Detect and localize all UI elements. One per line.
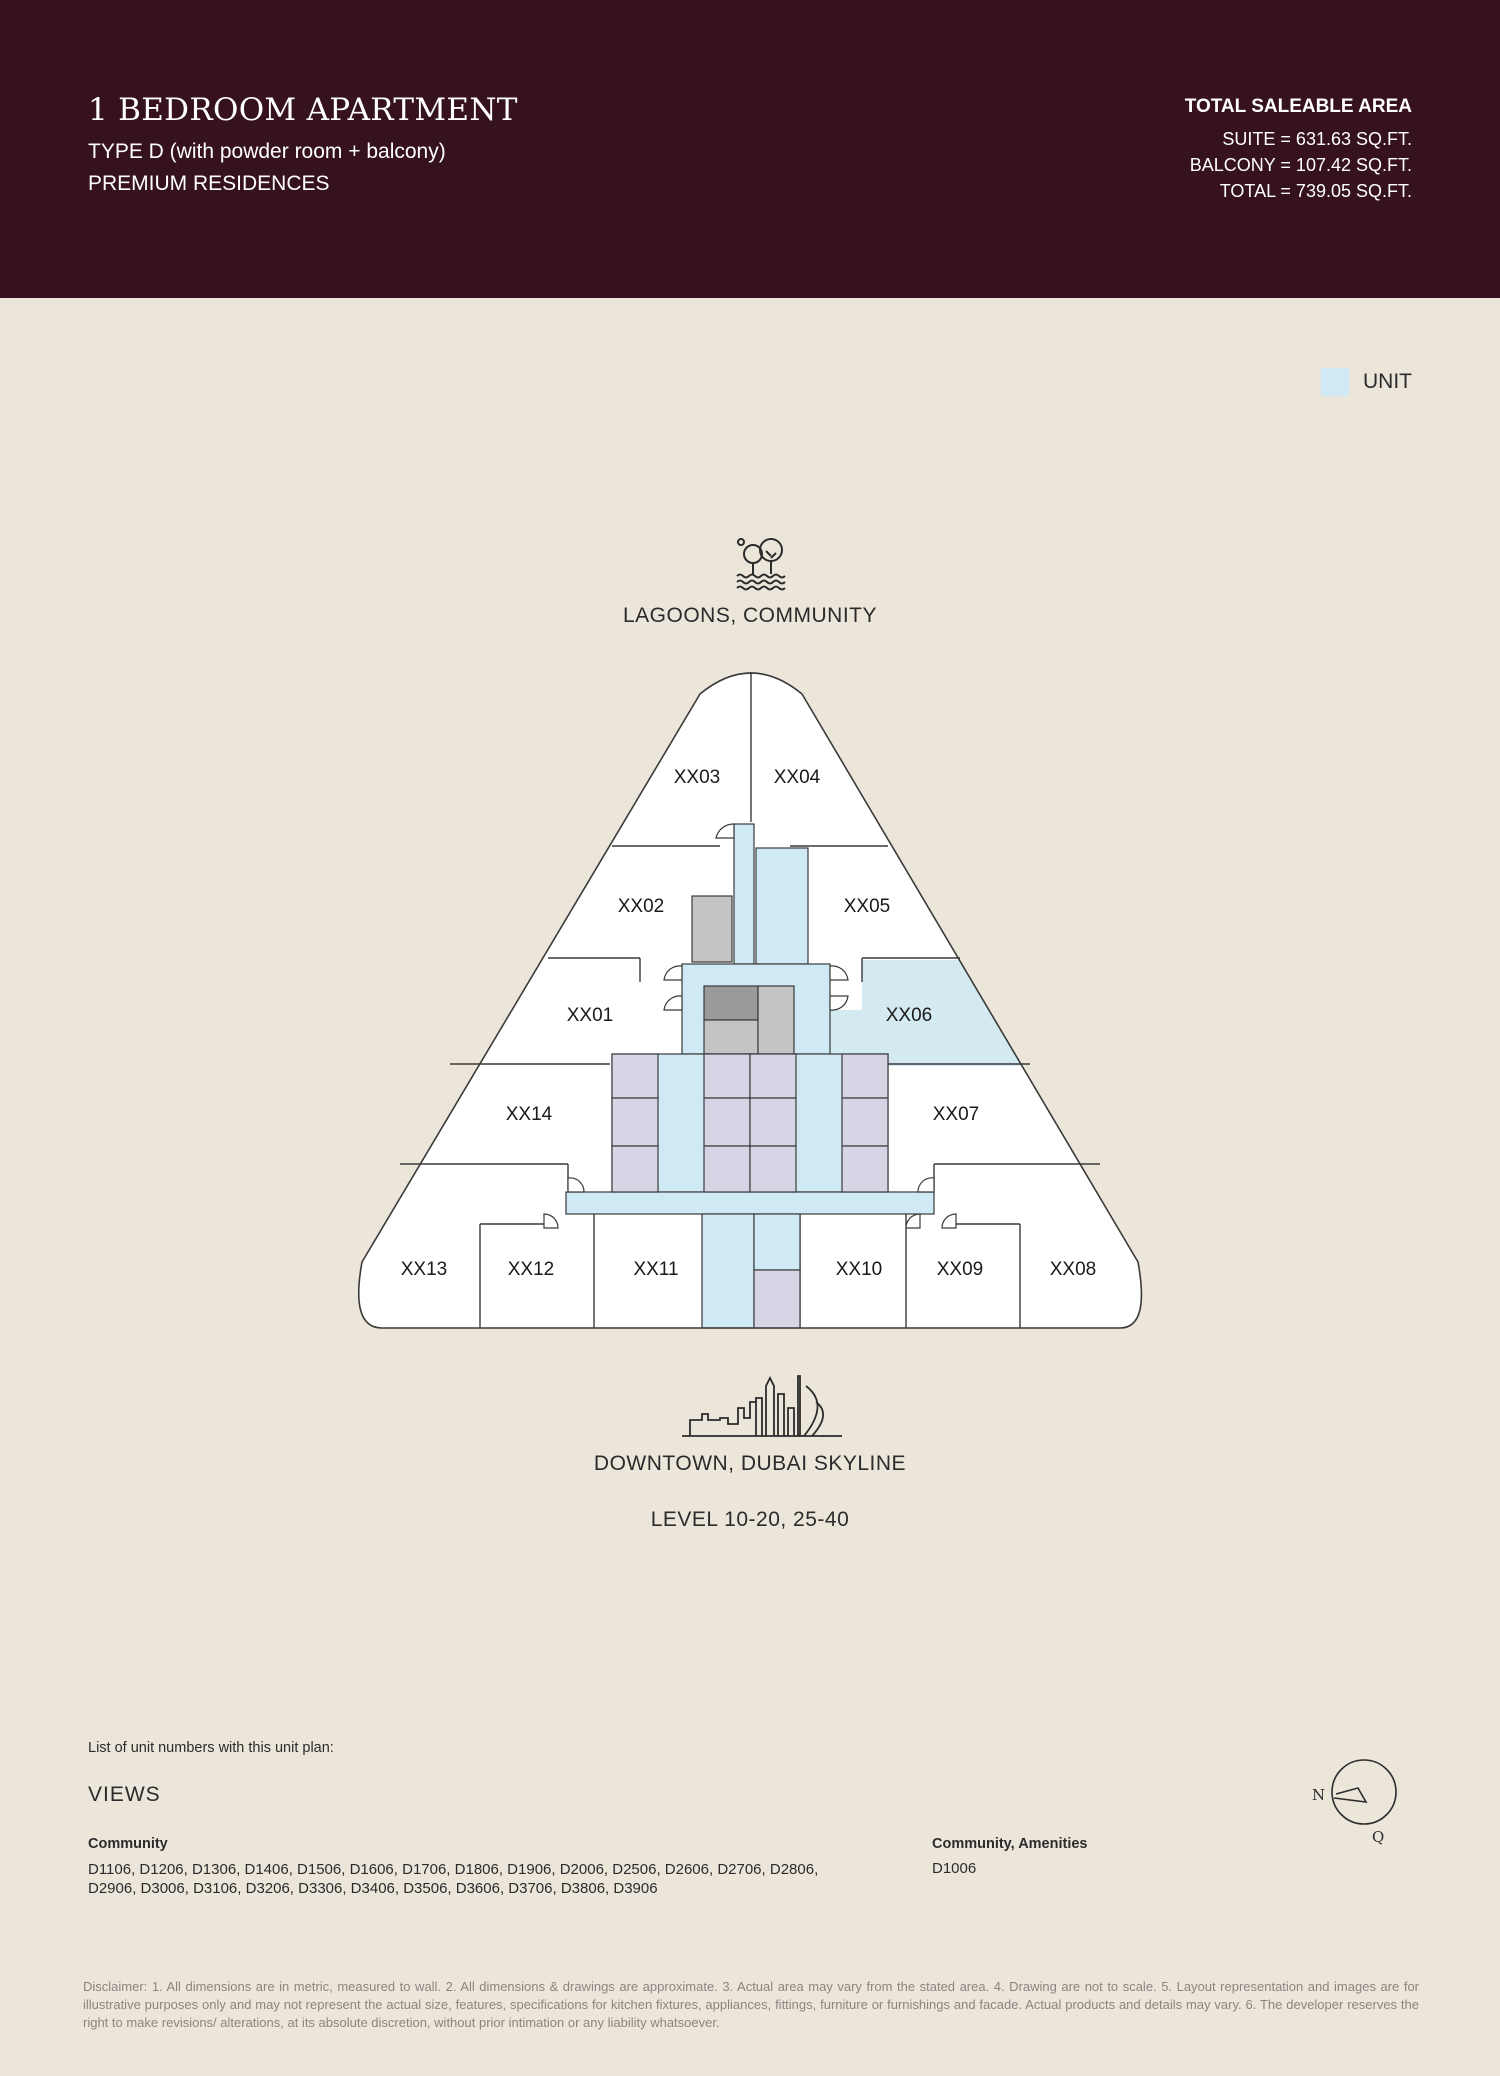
amenities-unit-numbers: D1006: [932, 1860, 977, 1877]
view-top-label: LAGOONS, COMMUNITY: [622, 604, 878, 627]
unit-label-xx13: XX13: [400, 1259, 448, 1280]
lift-mid-3: [704, 1098, 750, 1146]
compass-q: Q: [1372, 1828, 1385, 1846]
service-light-2: [758, 986, 794, 1054]
residence-category: PREMIUM RESIDENCES: [88, 172, 330, 195]
unit-label-xx05: XX05: [843, 896, 891, 917]
community-heading: Community: [88, 1836, 168, 1852]
corridor-cross: [566, 1192, 934, 1214]
unit-label-xx14: XX14: [505, 1104, 553, 1125]
unit-label-xx12: XX12: [507, 1259, 555, 1280]
lift-mid-1: [704, 1054, 750, 1098]
lift-mid-5: [704, 1146, 750, 1192]
lift-left-3: [612, 1146, 658, 1192]
lift-lower: [754, 1270, 800, 1328]
apartment-type: TYPE D (with powder room + balcony): [88, 140, 446, 163]
amenities-heading: Community, Amenities: [932, 1836, 1088, 1852]
corridor-spine-upper: [734, 824, 754, 964]
unit-label-xx10: XX10: [835, 1259, 883, 1280]
unit-label-xx08: XX08: [1049, 1259, 1097, 1280]
unit-label-xx11: XX11: [633, 1259, 679, 1280]
lift-right-2: [842, 1098, 888, 1146]
service-shaft-left: [692, 896, 732, 962]
unit-label-xx03: XX03: [673, 767, 721, 788]
area-balcony: BALCONY = 107.42 SQ.FT.: [1189, 155, 1412, 175]
skyline-icon: [680, 1374, 844, 1440]
views-heading: VIEWS: [88, 1783, 161, 1806]
lift-mid-4: [750, 1098, 796, 1146]
unit-label-xx06: XX06: [885, 1005, 933, 1026]
unit-label-xx04: XX04: [773, 767, 821, 788]
page-title: 1 BEDROOM APARTMENT: [88, 92, 518, 128]
lift-mid-6: [750, 1146, 796, 1192]
corridor-branch-right: [756, 848, 808, 964]
area-total: TOTAL = 739.05 SQ.FT.: [1219, 181, 1412, 201]
unit-label-xx09: XX09: [936, 1259, 984, 1280]
lift-right-3: [842, 1146, 888, 1192]
legend-unit-label: UNIT: [1363, 370, 1412, 393]
level-range: LEVEL 10-20, 25-40: [650, 1508, 850, 1531]
unit-label-xx01: XX01: [566, 1005, 614, 1026]
disclaimer: Disclaimer: 1. All dimensions are in metric, measured to wall. 2. All dimensions & drawings are approximate. 3. Actual area may vary from the stated area. 4. Drawing are not to scale. 5. Layout representation and images are for illustrative purposes only and may not represent the actual size, features, specifications for kitchen fixtures, appliances, fittings, furniture or furnishings and facade. Actual products and details may vary. 6. The developer reserves the right to make revisions/ alterations, at its absolute discretion, without prior intimation or any liability whatsoever.: [83, 1979, 1419, 2030]
compass-icon: [1306, 1752, 1406, 1848]
lift-left-2: [612, 1098, 658, 1146]
unit-label-xx07: XX07: [932, 1104, 980, 1125]
corridor-spine-lower: [702, 1214, 754, 1328]
corridor-stub: [754, 1214, 800, 1270]
view-bottom-label: DOWNTOWN, DUBAI SKYLINE: [593, 1452, 907, 1475]
service-dark: [704, 986, 758, 1020]
area-title: TOTAL SALEABLE AREA: [1184, 96, 1412, 117]
service-light-1: [704, 1020, 758, 1054]
area-suite: SUITE = 631.63 SQ.FT.: [1222, 129, 1412, 149]
unit-list-title: List of unit numbers with this unit plan:: [88, 1740, 334, 1756]
lift-mid-2: [750, 1054, 796, 1098]
lift-left-1: [612, 1054, 658, 1098]
unit-label-xx02: XX02: [617, 896, 665, 917]
compass-n: N: [1312, 1786, 1326, 1804]
lift-right-1: [842, 1054, 888, 1098]
community-unit-numbers: D1106, D1206, D1306, D1406, D1506, D1606, D1706, D1806, D1906, D2006, D2506, D2606, D2706, D2806, D2906, D3006, D3106, D3206, D3306, D3406, D3506, D3606, D3706, D3806, D3906: [88, 1861, 819, 1897]
